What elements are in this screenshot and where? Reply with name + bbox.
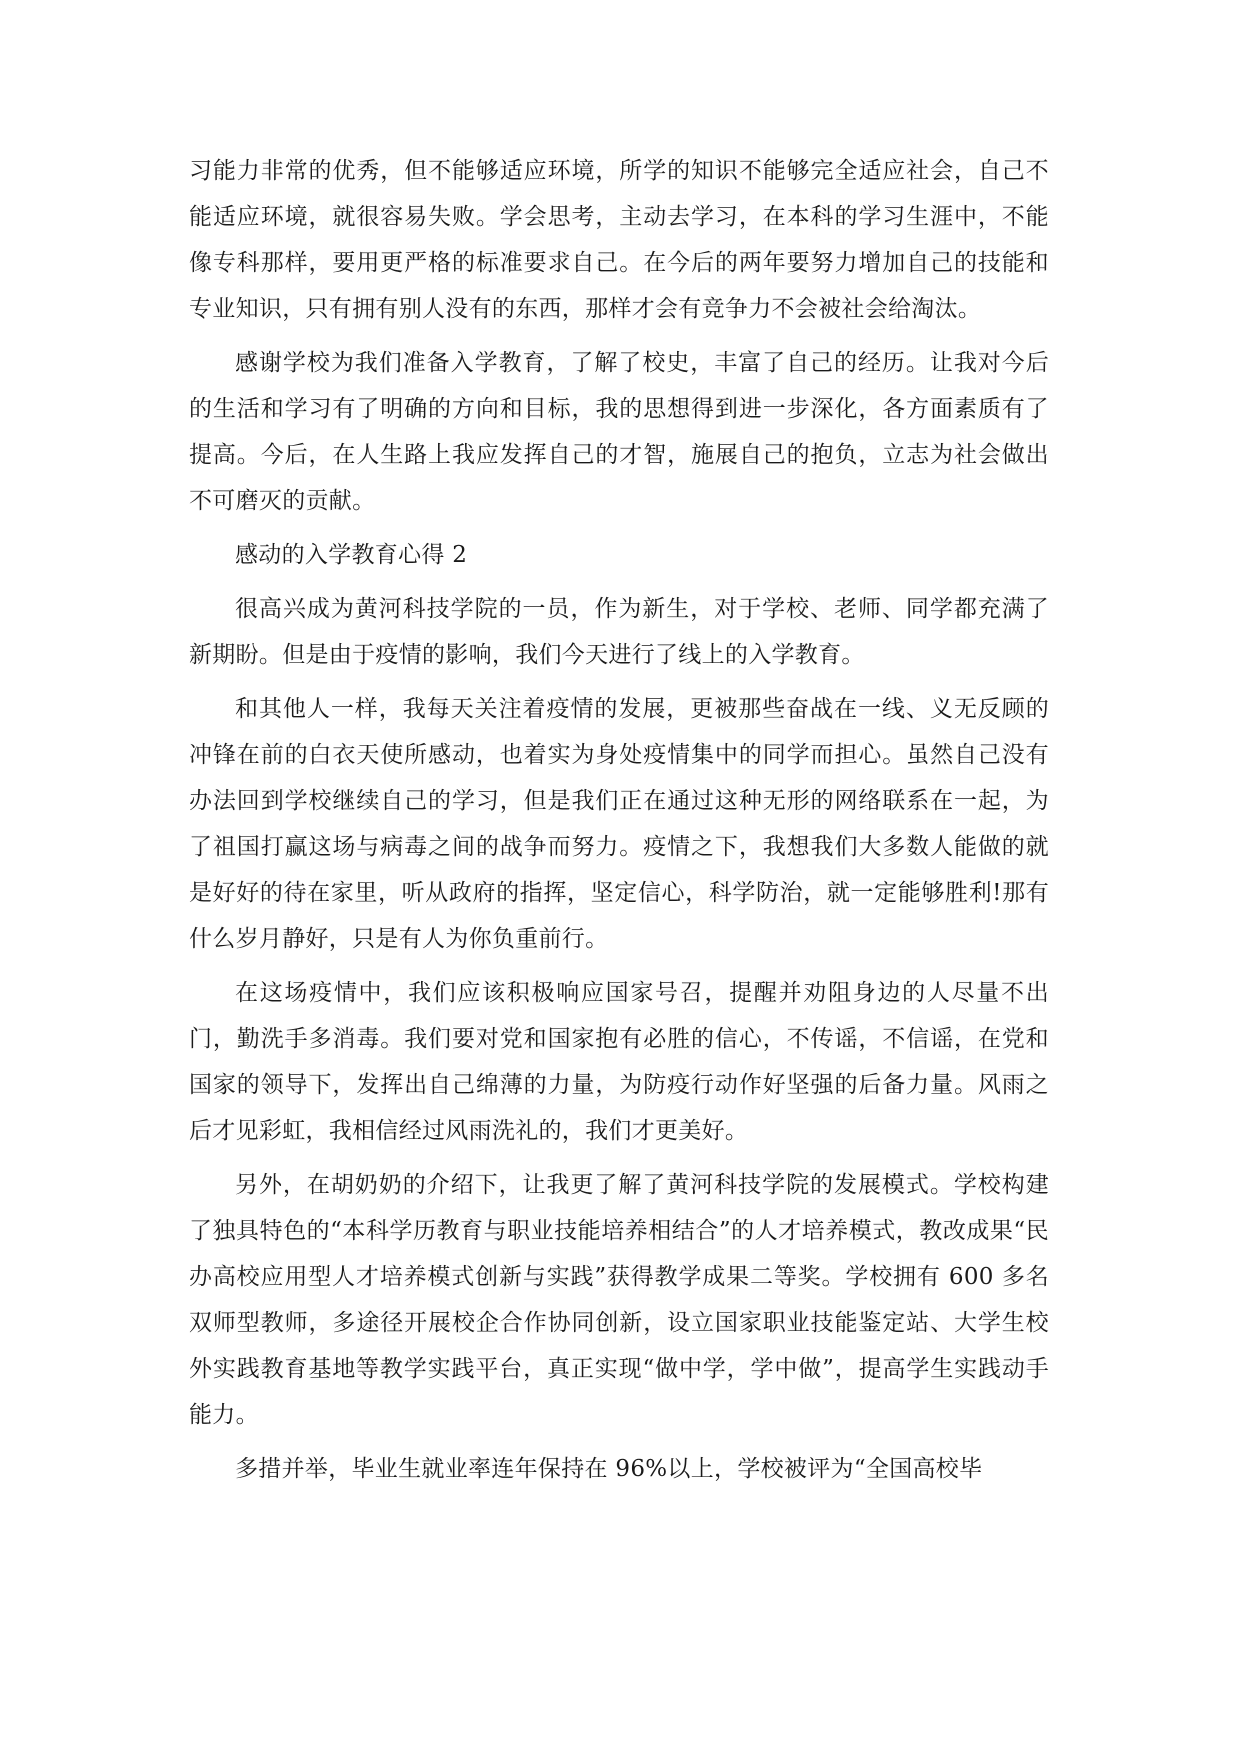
paragraph-intro: 很高兴成为黄河科技学院的一员，作为新生，对于学校、老师、同学都充满了新期盼。但是由于疫情的影响，我们今天进行了线上的入学教育。: [189, 596, 1049, 668]
paragraph-employment: 多措并举，毕业生就业率连年保持在 96%以上，学校被评为“全国高校毕: [235, 1456, 983, 1482]
document-body: [189, 148, 1049, 1500]
paragraph-epidemic: 和其他人一样，我每天关注着疫情的发展，更被那些奋战在一线、义无反顾的冲锋在前的白衣天使所感动，也着实为身处疫情集中的同学而担心。虽然自己没有办法回到学校继续自己的学习，但是我们正在通过这种无形的网络联系在一起，为了祖国打赢这场与病毒之间的战争而努力。疫情之下，我想我们大多数人能做的就是好好的待在家里，听从政府的指挥，坚定信心，科学防治，就一定能够胜利!那有什么岁月静好，只是有人为你负重前行。: [189, 696, 1049, 952]
paragraph-continuation: 习能力非常的优秀，但不能够适应环境，所学的知识不能够完全适应社会，自己不能适应环境，就很容易失败。学会思考，主动去学习，在本科的学习生涯中，不能像专科那样，要用更严格的标准要求自己。在今后的两年要努力增加自己的技能和专业知识，只有拥有别人没有的东西，那样才会有竞争力不会被社会给淘汰。: [189, 158, 1049, 322]
section-heading: 感动的入学教育心得 2: [235, 542, 468, 568]
paragraph-response: 在这场疫情中，我们应该积极响应国家号召，提醒并劝阻身边的人尽量不出门，勤洗手多消毒。我们要对党和国家抱有必胜的信心，不传谣，不信谣，在党和国家的领导下，发挥出自己绵薄的力量，为防疫行动作好坚强的后备力量。风雨之后才见彩虹，我相信经过风雨洗礼的，我们才更美好。: [189, 980, 1049, 1144]
paragraph-school-model: 另外，在胡奶奶的介绍下，让我更了解了黄河科技学院的发展模式。学校构建了独具特色的“本科学历教育与职业技能培养相结合”的人才培养模式，教改成果“民办高校应用型人才培养模式创新与实践”获得教学成果二等奖。学校拥有 600 多名双师型教师，多途径开展校企合作协同创新，设立国家职业技能鉴定站、大学生校外实践教育基地等教学实践平台，真正实现“做中学，学中做”，提高学生实践动手能力。: [189, 1172, 1049, 1428]
paragraph-thanks: 感谢学校为我们准备入学教育，了解了校史，丰富了自己的经历。让我对今后的生活和学习有了明确的方向和目标，我的思想得到进一步深化，各方面素质有了提高。今后，在人生路上我应发挥自己的才智，施展自己的抱负，立志为社会做出不可磨灭的贡献。: [189, 350, 1049, 514]
